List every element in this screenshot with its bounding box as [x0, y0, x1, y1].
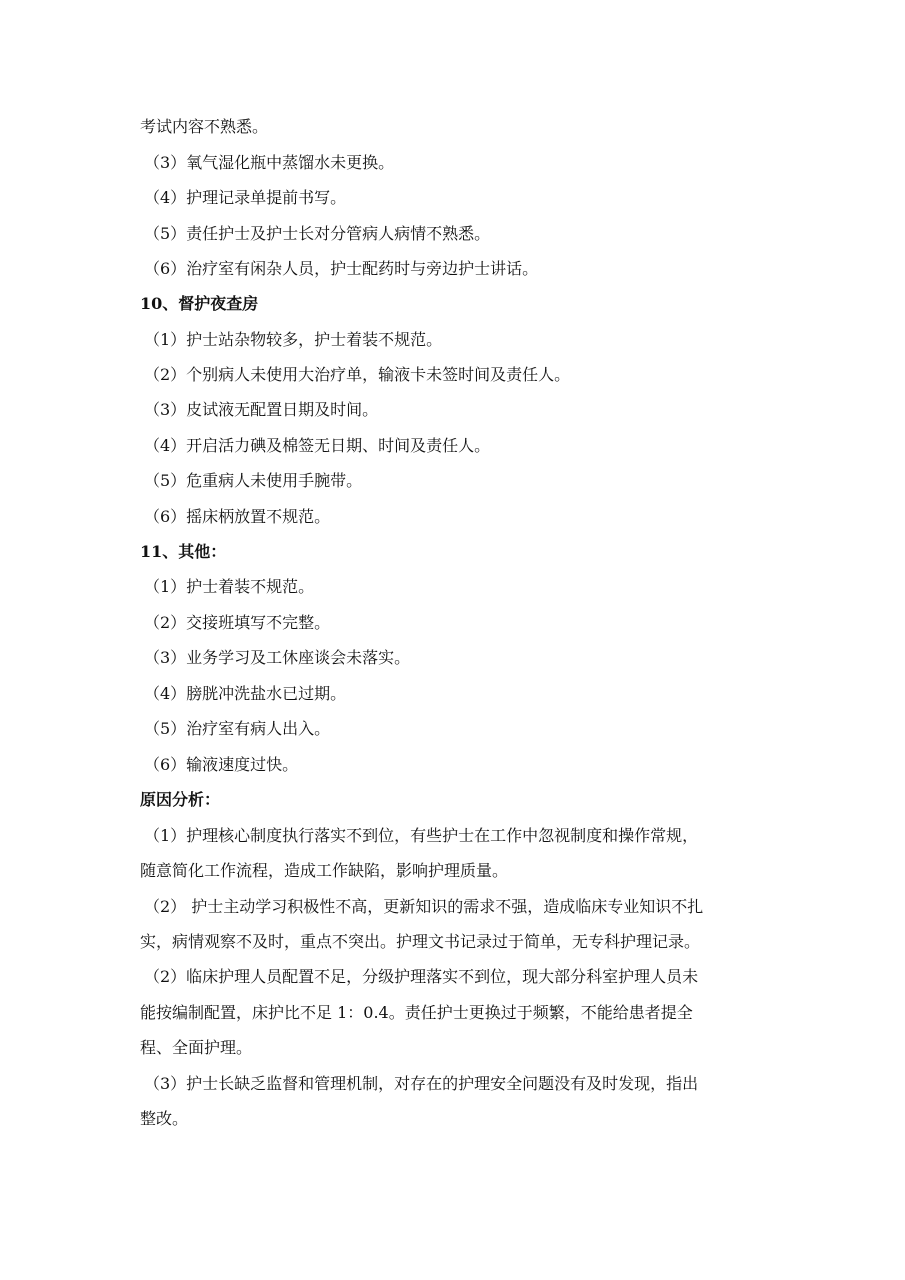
paragraph-line: 随意简化工作流程，造成工作缺陷，影响护理质量。 [140, 861, 509, 880]
list-item: （1）护士站杂物较多，护士着装不规范。 [144, 330, 443, 349]
paragraph-line: （2） 护士主动学习积极性不高，更新知识的需求不强，造成临床专业知识不扎 [144, 897, 704, 916]
paragraph-line: 实，病情观察不及时，重点不突出。护理文书记录过于简单，无专科护理记录。 [140, 932, 701, 951]
list-item: （3）业务学习及工休座谈会未落实。 [144, 648, 411, 667]
list-item: （1）护士着装不规范。 [144, 577, 315, 596]
section-heading: 原因分析： [140, 790, 221, 809]
list-item: （4）膀胱冲洗盐水已过期。 [144, 684, 347, 703]
list-item: （5）责任护士及护士长对分管病人病情不熟悉。 [144, 224, 491, 243]
paragraph-line: 能按编制配置，床护比不足 1：0.4。责任护士更换过于频繁，不能给患者提全 [140, 1003, 693, 1022]
paragraph-line: 程、全面护理。 [140, 1038, 253, 1057]
text-line: 考试内容不熟悉。 [140, 117, 269, 136]
list-item: （3）氧气湿化瓶中蒸馏水未更换。 [144, 153, 395, 172]
section-heading: 10、督护夜查房 [140, 294, 259, 313]
list-item: （2）个别病人未使用大治疗单，输液卡未签时间及责任人。 [144, 365, 571, 384]
section-heading: 11、其他： [140, 542, 227, 561]
list-item: （4）护理记录单提前书写。 [144, 188, 347, 207]
list-item: （2）交接班填写不完整。 [144, 613, 331, 632]
list-item: （6）治疗室有闲杂人员，护士配药时与旁边护士讲话。 [144, 259, 539, 278]
list-item: （5）治疗室有病人出入。 [144, 719, 331, 738]
paragraph-line: 整改。 [140, 1109, 189, 1128]
paragraph-line: （1）护理核心制度执行落实不到位，有些护士在工作中忽视制度和操作常规， [144, 826, 699, 845]
list-item: （6）输液速度过快。 [144, 755, 299, 774]
list-item: （4）开启活力碘及棉签无日期、时间及责任人。 [144, 436, 491, 455]
list-item: （6）摇床柄放置不规范。 [144, 507, 331, 526]
paragraph-line: （3）护士长缺乏监督和管理机制，对存在的护理安全问题没有及时发现，指出 [144, 1074, 699, 1093]
paragraph-line: （2）临床护理人员配置不足，分级护理落实不到位，现大部分科室护理人员未 [144, 967, 699, 986]
list-item: （5）危重病人未使用手腕带。 [144, 471, 363, 490]
list-item: （3）皮试液无配置日期及时间。 [144, 400, 379, 419]
